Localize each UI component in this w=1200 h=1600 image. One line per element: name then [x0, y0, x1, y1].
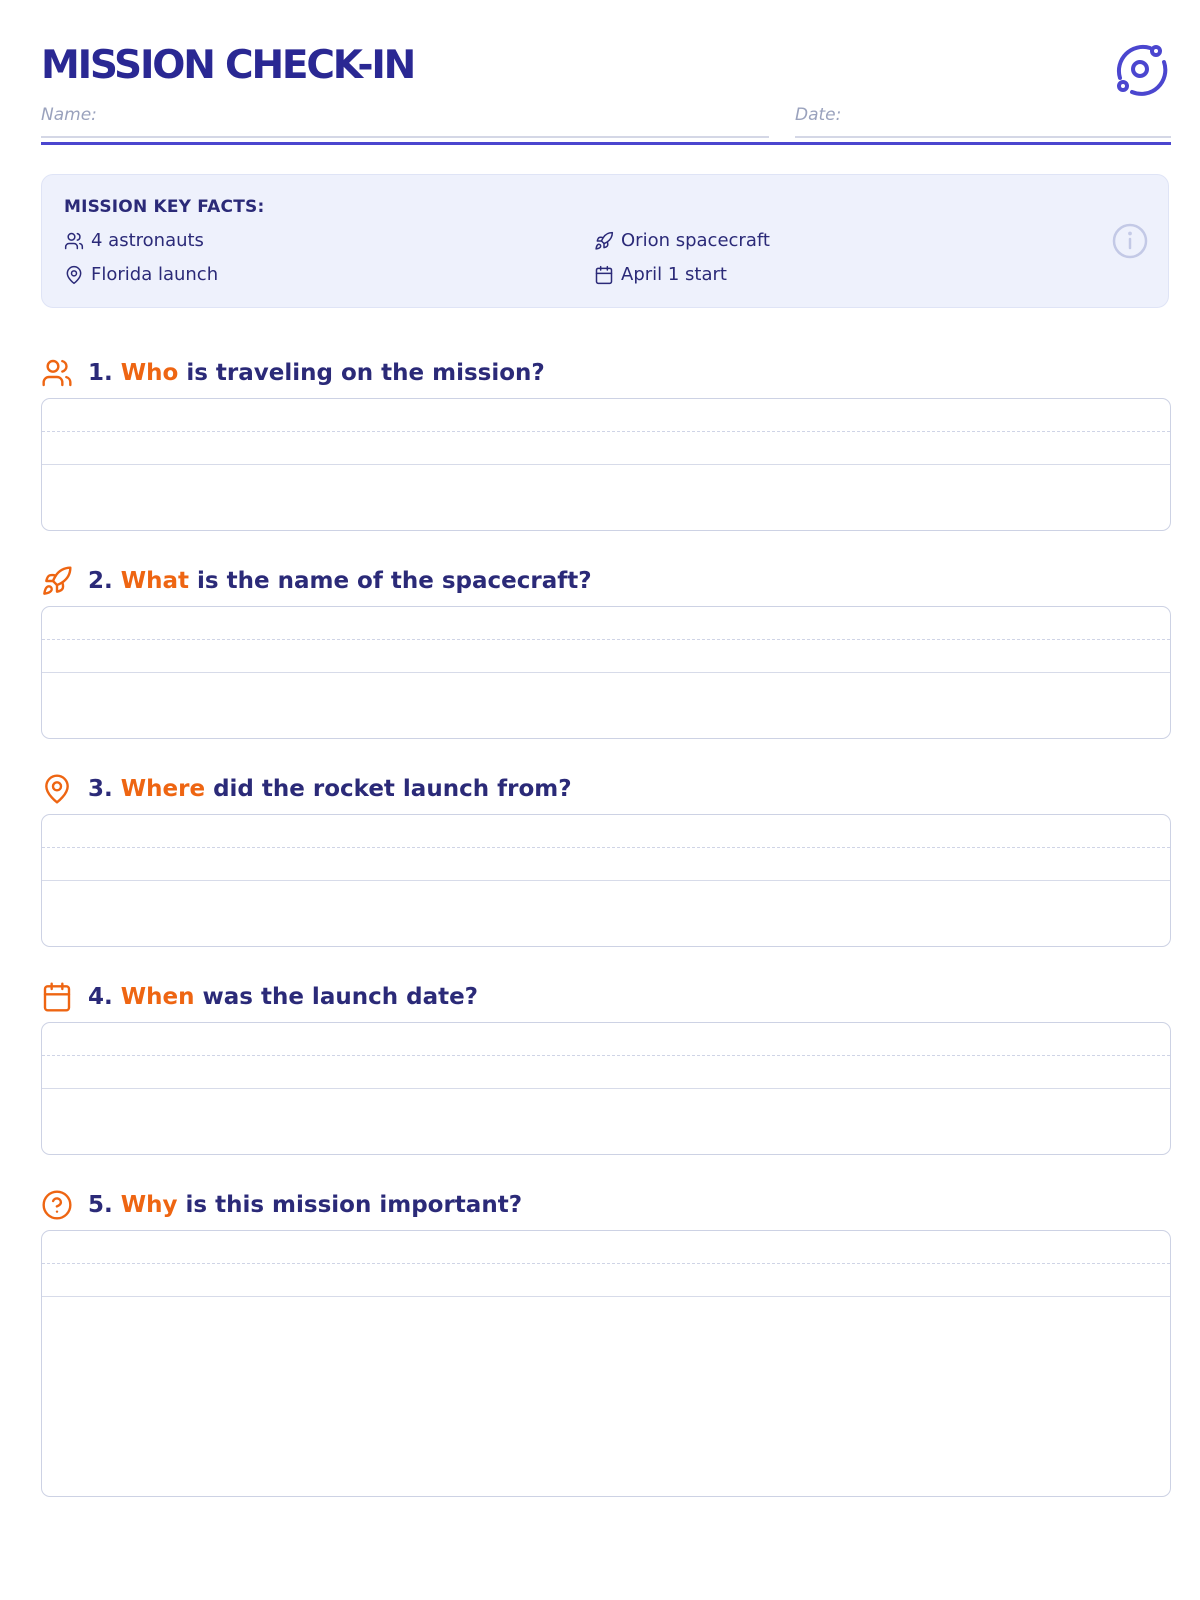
fact-astronauts [64, 230, 204, 251]
map-pin-icon [41, 773, 73, 805]
key-facts-title: MISSION KEY FACTS: [64, 197, 265, 217]
info-icon[interactable] [1110, 221, 1150, 261]
question-circle-icon [41, 1189, 73, 1221]
fact-start-date [594, 264, 727, 285]
answer-box-4[interactable] [41, 1022, 1171, 1155]
question-rest: did the rocket launch from? [205, 776, 572, 802]
planet-orbit-icon [1112, 40, 1170, 98]
header-divider [41, 142, 1171, 145]
question-text [88, 1192, 522, 1218]
users-icon [41, 357, 73, 389]
name-label: Name: [41, 105, 97, 125]
fact-spacecraft [594, 230, 770, 251]
question-number: 2. [88, 568, 113, 594]
guide-line-dashed [42, 639, 1170, 640]
question-text [88, 984, 478, 1010]
name-field[interactable] [41, 100, 769, 138]
key-facts-panel [41, 174, 1169, 308]
question-3 [41, 771, 572, 807]
rocket-icon [41, 565, 73, 597]
question-keyword: Why [120, 1192, 178, 1218]
question-5 [41, 1187, 522, 1223]
guide-line [42, 880, 1170, 881]
guide-line [42, 1296, 1170, 1297]
map-pin-icon [64, 265, 84, 285]
question-number: 1. [88, 360, 113, 386]
answer-box-2[interactable] [41, 606, 1171, 739]
question-2 [41, 563, 592, 599]
guide-line-dashed [42, 431, 1170, 432]
fact-text: 4 astronauts [91, 230, 204, 251]
guide-line-dashed [42, 847, 1170, 848]
question-keyword: Who [120, 360, 179, 386]
question-1 [41, 355, 545, 391]
question-text [88, 360, 545, 386]
question-number: 3. [88, 776, 113, 802]
date-field[interactable] [795, 100, 1171, 138]
question-keyword: Where [120, 776, 206, 802]
fact-text: Orion spacecraft [621, 230, 770, 251]
page-title: MISSION CHECK-IN [41, 43, 415, 88]
question-rest: is this mission important? [177, 1192, 523, 1218]
guide-line [42, 464, 1170, 465]
question-text [88, 776, 572, 802]
answer-box-5[interactable] [41, 1230, 1171, 1497]
date-label: Date: [795, 105, 842, 125]
fact-launch-site [64, 264, 218, 285]
fact-text: Florida launch [91, 264, 219, 285]
question-rest: was the launch date? [194, 984, 479, 1010]
question-number: 4. [88, 984, 113, 1010]
question-rest: is the name of the spacecraft? [189, 568, 592, 594]
answer-box-3[interactable] [41, 814, 1171, 947]
question-rest: is traveling on the mission? [178, 360, 545, 386]
users-icon [64, 231, 84, 251]
calendar-icon [594, 265, 614, 285]
question-keyword: When [120, 984, 195, 1010]
guide-line-dashed [42, 1055, 1170, 1056]
fact-text: April 1 start [621, 264, 727, 285]
calendar-icon [41, 981, 73, 1013]
question-keyword: What [120, 568, 190, 594]
rocket-icon [594, 231, 614, 251]
question-4 [41, 979, 478, 1015]
guide-line [42, 672, 1170, 673]
guide-line-dashed [42, 1263, 1170, 1264]
question-text [88, 568, 592, 594]
guide-line [42, 1088, 1170, 1089]
question-number: 5. [88, 1192, 113, 1218]
answer-box-1[interactable] [41, 398, 1171, 531]
